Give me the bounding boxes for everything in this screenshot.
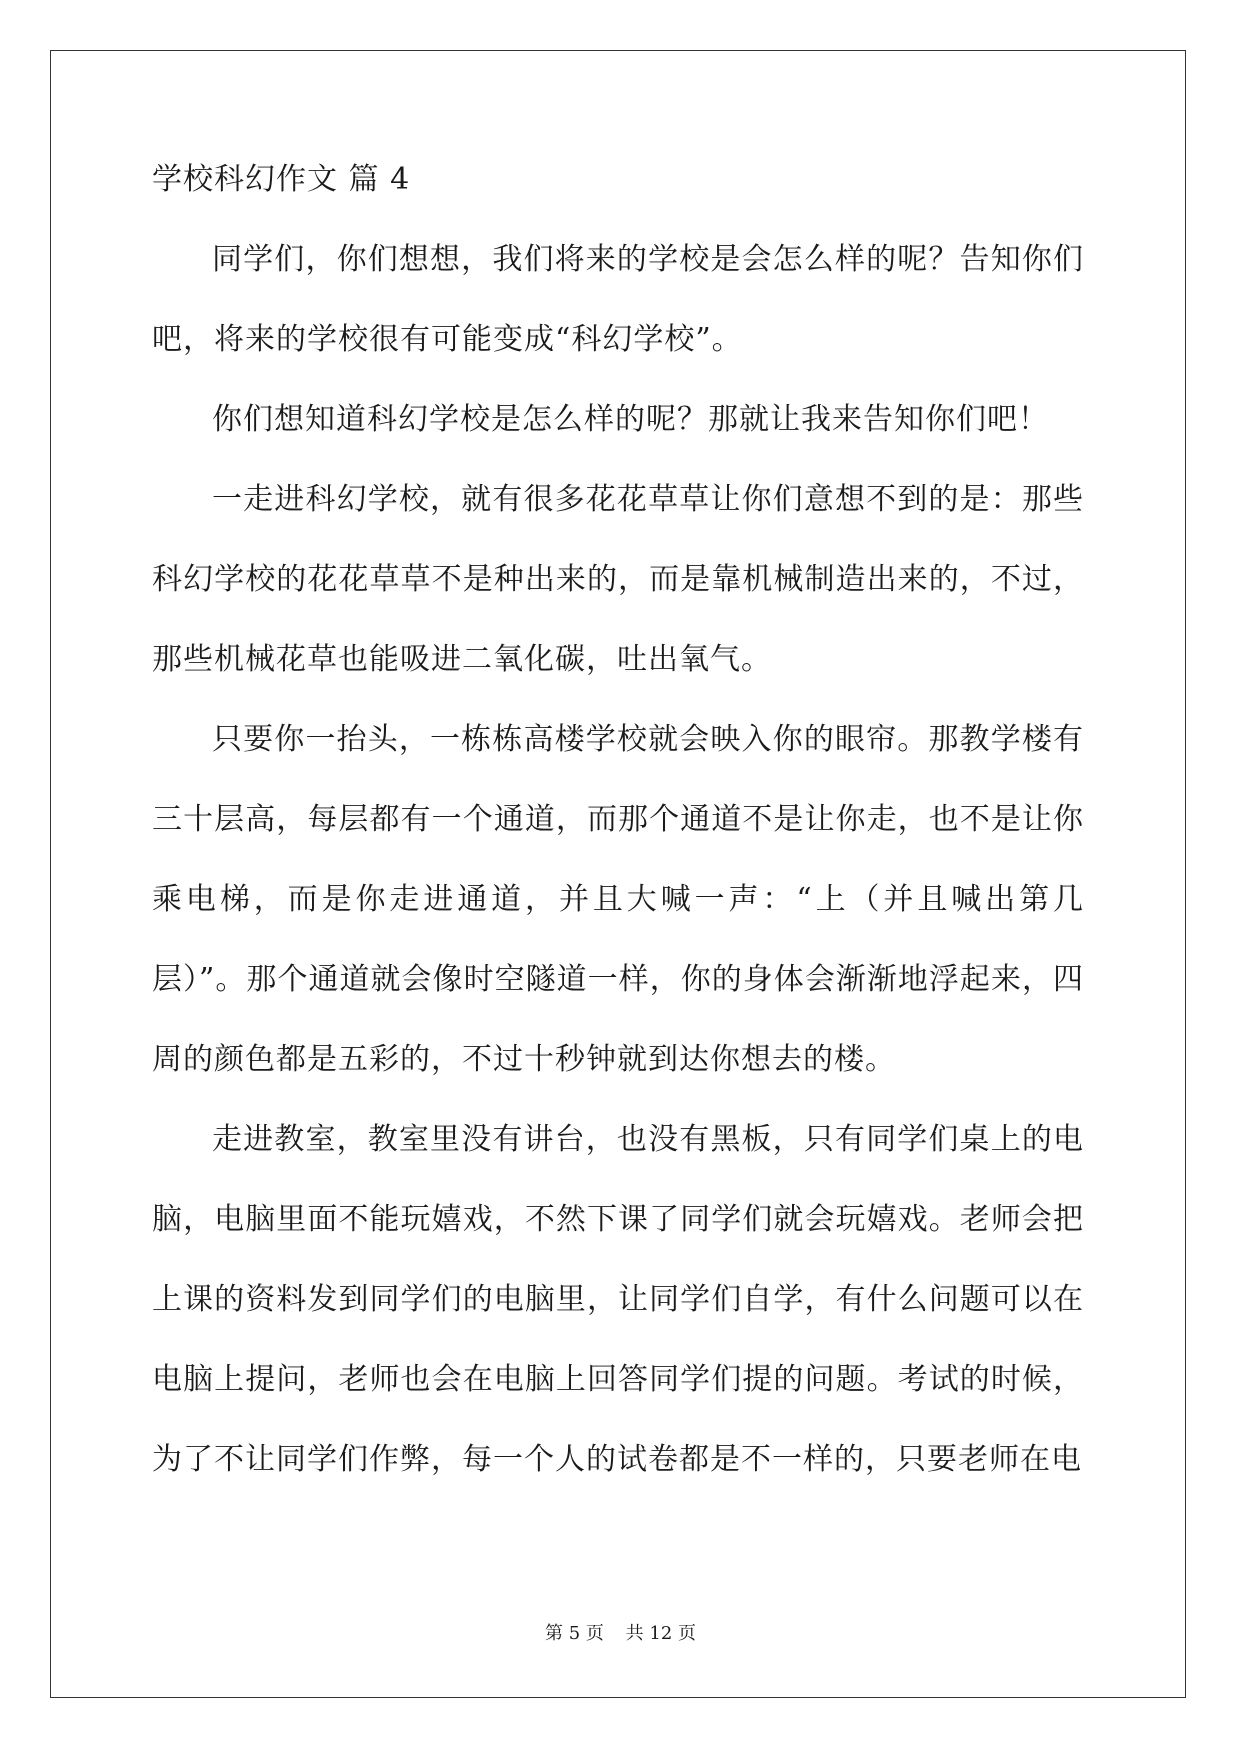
paragraph-2: 你们想知道科幻学校是怎么样的呢？那就让我来告知你们吧！ bbox=[212, 402, 1049, 437]
document-body bbox=[152, 160, 1084, 1520]
paragraph-5: 走进教室，教室里没有讲台，也没有黑板，只有同学们桌上的电脑，电脑里面不能玩嬉戏，不然下课了同学们就会玩嬉戏。老师会把上课的资料发到同学们的电脑里，让同学们自学，有什么问题可以在电脑上提问，老师也会在电脑上回答同学们提的问题。考试的时候，为了不让同学们作弊，每一个人的试卷都是不一样的，只要老师在电 bbox=[152, 1122, 1084, 1477]
paragraph-3: 一走进科幻学校，就有很多花花草草让你们意想不到的是：那些科幻学校的花花草草不是种出来的，而是靠机械制造出来的，不过，那些机械花草也能吸进二氧化碳，吐出氧气。 bbox=[152, 482, 1084, 677]
page-footer bbox=[0, 1622, 1241, 1646]
paragraph-4: 只要你一抬头，一栋栋高楼学校就会映入你的眼帘。那教学楼有三十层高，每层都有一个通道，而那个通道不是让你走，也不是让你乘电梯，而是你走进通道，并且大喊一声：“上（并且喊出第几层）”。那个通道就会像时空隧道一样，你的身体会渐渐地浮起来，四周的颜色都是五彩的，不过十秒钟就到达你想去的楼。 bbox=[152, 722, 1084, 1077]
page-number: 第 5 页 bbox=[545, 1623, 604, 1644]
document-title: 学校科幻作文 篇 4 bbox=[152, 162, 411, 197]
page-total: 共 12 页 bbox=[625, 1623, 696, 1644]
paragraph-1: 同学们，你们想想，我们将来的学校是会怎么样的呢？告知你们吧，将来的学校很有可能变成“科幻学校”。 bbox=[152, 242, 1084, 357]
